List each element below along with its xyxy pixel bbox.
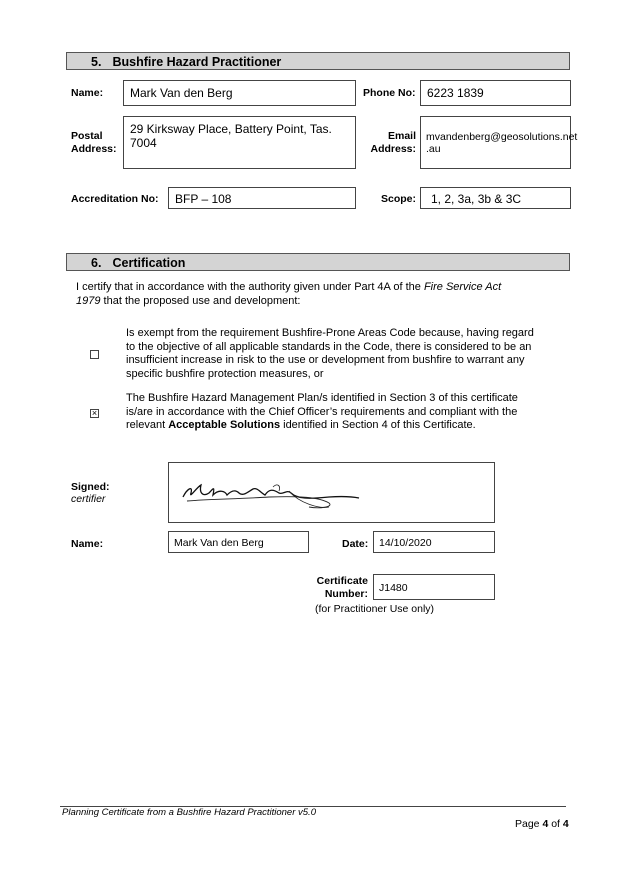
name-label: Name:: [71, 87, 104, 99]
footer-title: Planning Certificate from a Bushfire Hazard Practitioner v5.0: [62, 807, 316, 818]
certificate-number-field[interactable]: J1480: [373, 574, 495, 600]
postal-address-field[interactable]: 29 Kirksway Place, Battery Point, Tas. 7004: [123, 116, 356, 169]
date-label: Date:: [342, 538, 369, 550]
scope-label: Scope:: [381, 193, 417, 205]
practitioner-name-field[interactable]: Mark Van den Berg: [123, 80, 356, 106]
date-field[interactable]: 14/10/2020: [373, 531, 495, 553]
section-5-title: Bushfire Hazard Practitioner: [112, 55, 282, 69]
signature-box[interactable]: [168, 462, 495, 523]
bhmp-option-text: The Bushfire Hazard Management Plan/s identified in Section 3 of this certificate is/are in accordance with the Chief Officer’s requirements and compliant with the relevant Acceptable Solutions identified in Section 4 of this Certificate.: [126, 392, 518, 431]
phone-label: Phone No:: [363, 87, 416, 99]
certification-intro: I certify that in accordance with the authority given under Part 4A of the Fire Service Act 1979 that the proposed use and development:: [76, 281, 502, 307]
exempt-option-text: Is exempt from the requirement Bushfire-Prone Areas Code because, having regard to the objective of all applicable standards in the Code, there is considered to be an insufficient increase in risk to the use or development from bushfire to warrant any specific bushfire protection measures, or: [126, 327, 534, 380]
section-6-title: Certification: [112, 256, 186, 270]
accreditation-label: Accreditation No:: [71, 193, 159, 205]
bhmp-compliant-checkbox[interactable]: ×: [91, 408, 98, 418]
email-address-label: Email Address:: [370, 130, 416, 155]
certificate-number-label: Certificate Number:: [316, 575, 368, 600]
phone-field[interactable]: 6223 1839: [420, 80, 571, 106]
section-6-number: 6.: [91, 256, 102, 270]
exempt-checkbox[interactable]: [90, 350, 99, 359]
section-5-number: 5.: [91, 55, 102, 69]
certifier-name-label: Name:: [71, 538, 104, 550]
email-field[interactable]: mvandenberg@geosolutions.net .au: [420, 116, 571, 169]
signed-label: Signed:: [71, 481, 110, 493]
handwritten-signature: [169, 463, 494, 522]
section-5-header: [66, 52, 570, 70]
certifier-name-field[interactable]: Mark Van den Berg: [168, 531, 309, 553]
page-number: Page 4 of 4: [515, 818, 569, 830]
certifier-label: certifier: [71, 493, 106, 505]
practitioner-use-note: (for Practitioner Use only): [315, 603, 435, 615]
section-6-header: [66, 253, 570, 271]
postal-address-label: Postal Address:: [71, 130, 117, 155]
accreditation-field[interactable]: BFP – 108: [168, 187, 356, 209]
scope-field[interactable]: 1, 2, 3a, 3b & 3C: [420, 187, 571, 209]
